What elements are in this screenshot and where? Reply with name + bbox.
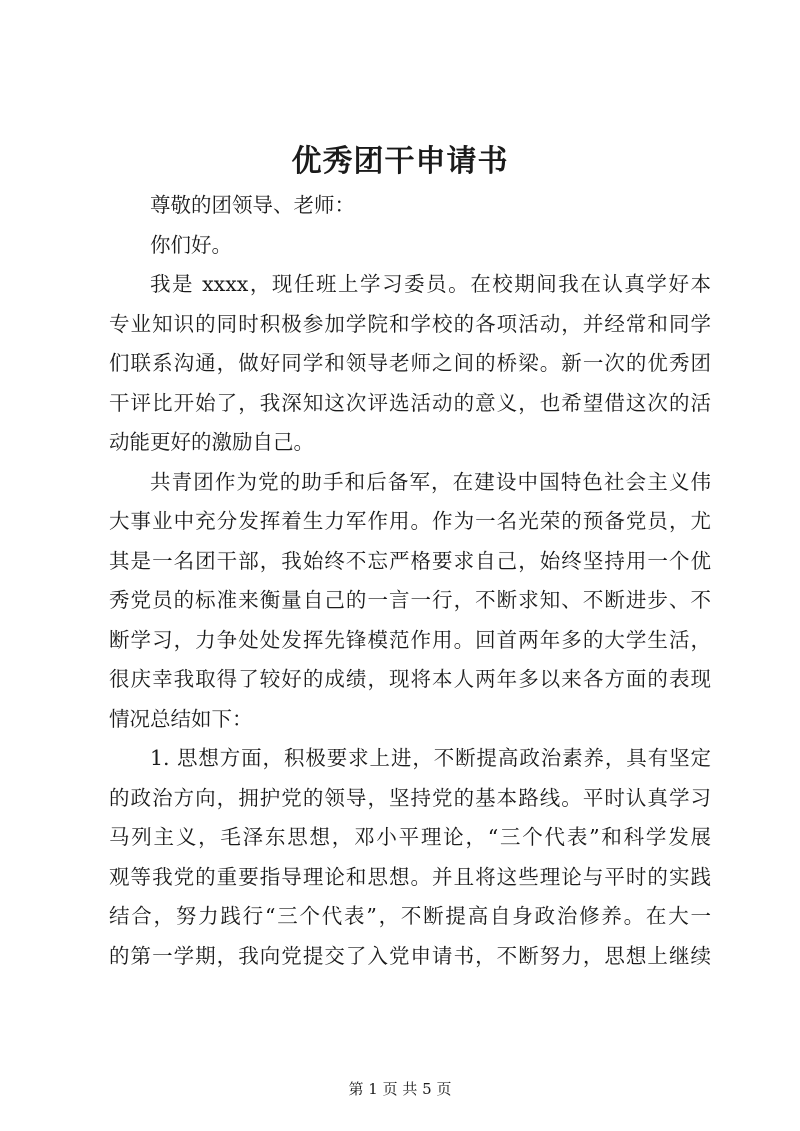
paragraph-ideology xyxy=(109,739,711,976)
text-line: 其是一名团干部，我始终不忘严格要求自己，始终坚持用一个优 xyxy=(109,548,711,573)
text-line: 结合，努力践行“三个代表”，不断提高自身政治修养。在大一 xyxy=(109,904,711,928)
paragraph-salutation xyxy=(109,186,711,226)
text-line: 观等我党的重要指导理论和思想。并且将这些理论与平时的实践 xyxy=(109,864,711,889)
text-line: 的第一学期，我向党提交了入党申请书，不断努力，思想上继续 xyxy=(109,943,711,968)
page-footer: 第 1 页 共 5 页 xyxy=(348,1080,452,1098)
text-line: 的政治方向，拥护党的领导，坚持党的基本路线。平时认真学习 xyxy=(109,785,711,810)
text-line: 1. 思想方面，积极要求上进，不断提高政治素养，具有坚定 xyxy=(150,746,711,770)
text-line: 大事业中充分发挥着生力军作用。作为一名光荣的预备党员，尤 xyxy=(109,509,711,533)
document-body xyxy=(109,186,711,976)
text-line: 情况总结如下： xyxy=(109,706,253,731)
text-line: 我是 xxxx，现任班上学习委员。在校期间我在认真学好本 xyxy=(150,272,711,296)
document-title: 优秀团干申请书 xyxy=(291,144,509,179)
text-line: 你们好。 xyxy=(150,232,232,257)
text-line: 干评比开始了，我深知这次评选活动的意义，也希望借这次的活 xyxy=(109,390,711,415)
paragraph-introduction xyxy=(109,265,711,463)
text-line: 马列主义，毛泽东思想，邓小平理论，“三个代表”和科学发展 xyxy=(109,825,711,849)
text-line: 动能更好的激励自己。 xyxy=(109,430,314,454)
text-line: 秀党员的标准来衡量自己的一言一行，不断求知、不断进步、不 xyxy=(109,588,711,612)
paragraph-league-role xyxy=(109,463,711,740)
text-line: 们联系沟通，做好同学和领导老师之间的桥梁。新一次的优秀团 xyxy=(109,351,711,375)
text-line: 很庆幸我取得了较好的成绩，现将本人两年多以来各方面的表现 xyxy=(109,667,711,691)
text-line: 断学习，力争处处发挥先锋模范作用。回首两年多的大学生活， xyxy=(109,627,711,652)
text-line: 尊敬的团领导、老师： xyxy=(150,193,355,217)
text-line: 专业知识的同时积极参加学院和学校的各项活动，并经常和同学 xyxy=(109,311,711,336)
paragraph-greeting xyxy=(109,226,711,266)
text-line: 共青团作为党的助手和后备军，在建设中国特色社会主义伟 xyxy=(150,469,711,494)
